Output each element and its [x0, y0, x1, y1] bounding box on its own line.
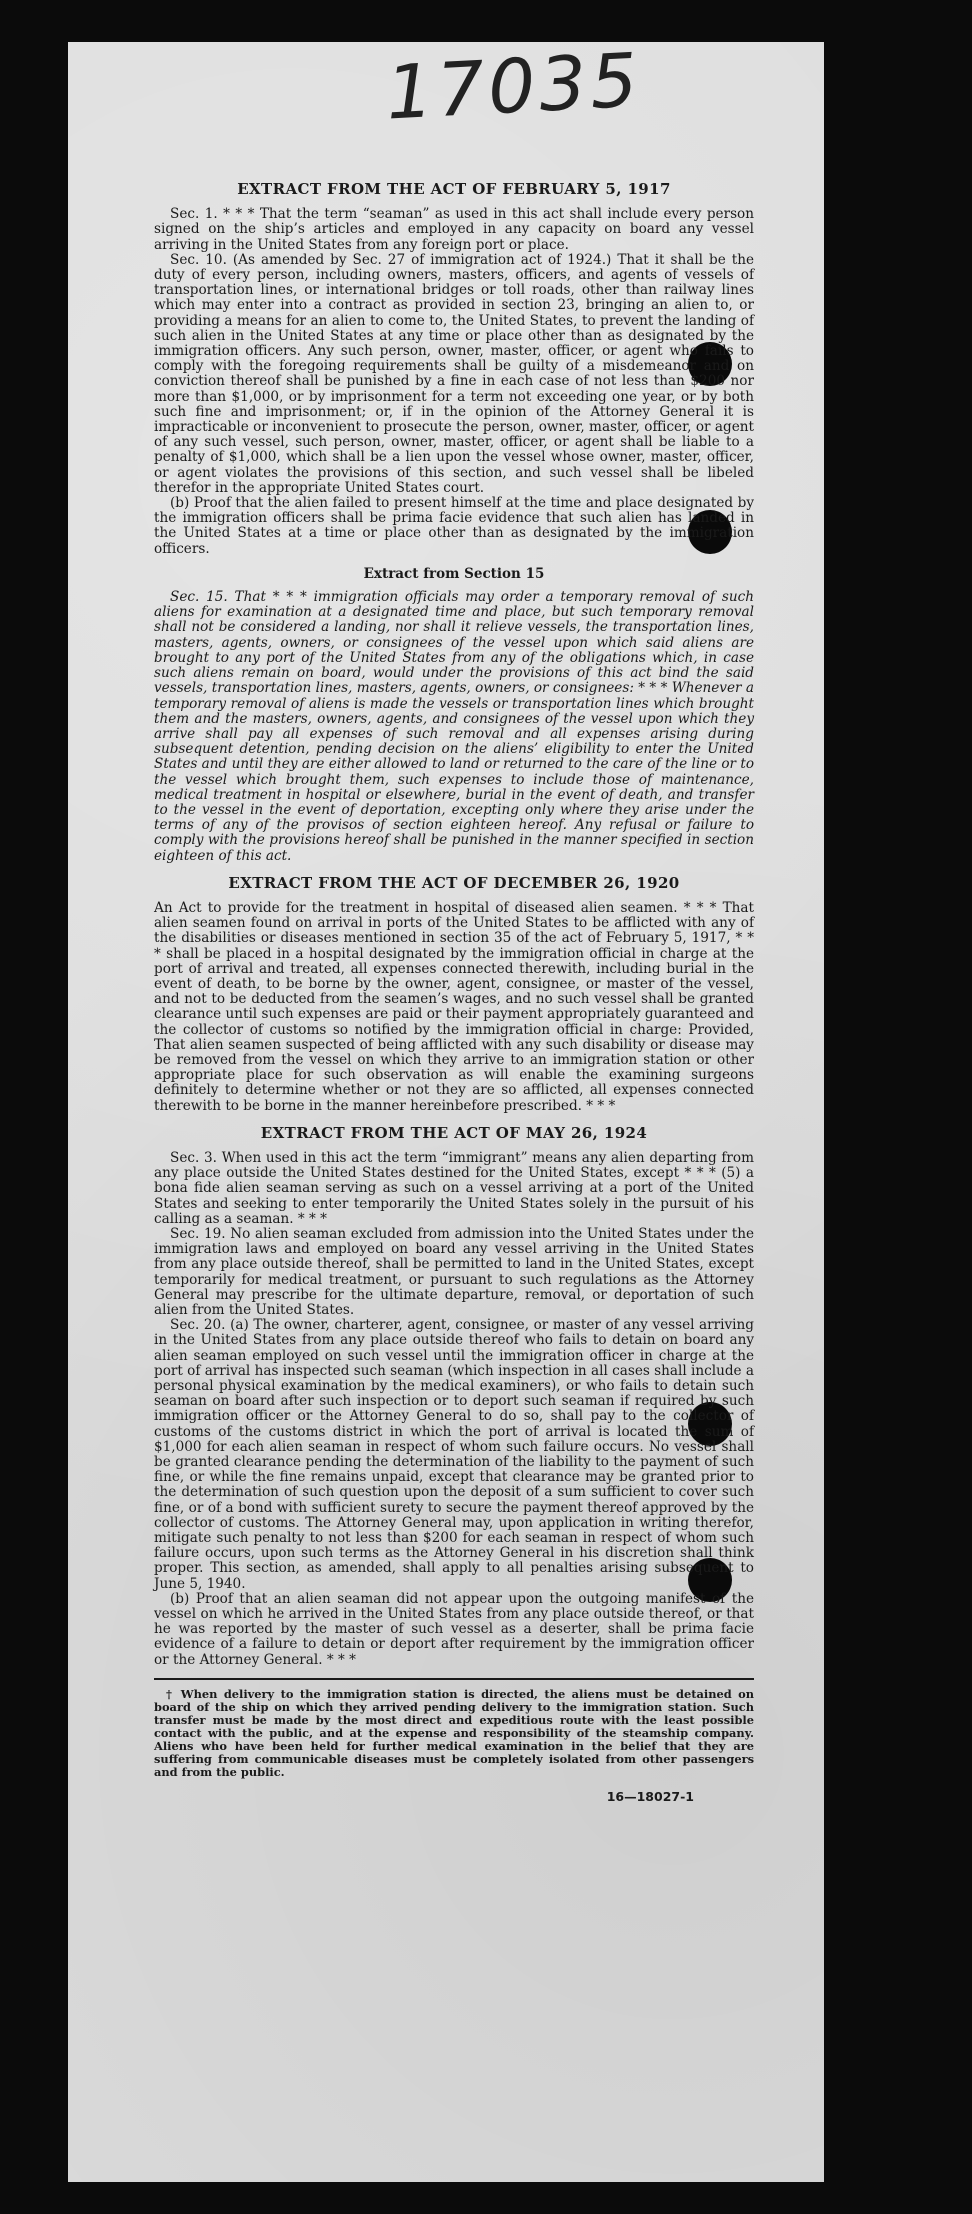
paragraph: (b) Proof that the alien failed to present himself at the time and place designated by the immigration officers shall be prima facie evidence that such alien has landed in the United States at a time or place other than as designated by the immigration officers. — [154, 495, 754, 557]
paragraph: (b) Proof that an alien seaman did not appear upon the outgoing manifest of the vessel on which he arrived in the United States from any place outside thereof, or that he was reported by the master of such vessel as a deserter, shall be prima facie evidence of a failure to detain or deport after requirement by the immigration officer or the Attorney General. * * * — [154, 1590, 754, 1668]
section-title-1920: EXTRACT FROM THE ACT OF DECEMBER 26, 1920 — [228, 873, 680, 892]
section-title-section15: Extract from Section 15 — [363, 565, 545, 582]
document-body — [154, 176, 754, 1804]
paragraph: Sec. 3. When used in this act the term “immigrant” means any alien departing from any place outside the United States destined for the United States, except * * * (5) a bona fide alien seaman serving as such on a vessel arriving at a port of the United States and seeking to enter temporarily the United States solely in the pursuit of his calling as a seaman. * * * — [154, 1149, 754, 1227]
form-number: 16—18027-1 — [606, 1788, 694, 1804]
footnote: † When delivery to the immigration station is directed, the aliens must be detained on board of the ship on which they arrived pending delivery to the immigration station. Such transfer must be made by the most direct and expeditious route with the least possible contact with the public, and at the expense and responsibility of the steamship company. Aliens who have been held for further medical examination in the belief that they are suffering from communicable diseases must be completely isolated from other passengers and from the public. — [154, 1686, 754, 1779]
paragraph: Sec. 15. That * * * immigration officials may order a temporary removal of such aliens for examination at a designated time and place, but such temporary removal shall not be considered a landing, nor shall it relieve vessels, the transportation lines, masters, agents, owners, or consignees of the vessel upon which said aliens are brought to any port of the United States from any of the obligations which, in case such aliens remain on board, would under the provisions of this act bind the said vessels, transportation lines, masters, agents, owners, or consignees: * * * Whenever a temporary removal of aliens is made the vessels or transportation lines which brought them and the masters, owners, agents, and consignees of the vessel upon which they arrive shall pay all expenses of such removal and all expenses arising during subsequent detention, pending decision on the aliens’ eligibility to enter the United States and until they are either allowed to land or returned to the care of the line or to the vessel which brought them, such expenses to include those of maintenance, medical treatment in hospital or elsewhere, burial in the event of death, and transfer to the vessel in the event of deportation, excepting only where they arise under the terms of any of the provisos of section eighteen hereof. Any refusal or failure to comply with the provisions hereof shall be punished in the manner specified in section eighteen of this act. — [154, 589, 754, 864]
document-page — [68, 37, 824, 2182]
paragraph: Sec. 20. (a) The owner, charterer, agent, consignee, or master of any vessel arriving in the United States from any place outside thereof who fails to detain on board any alien seaman employed on such vessel until the immigration officer in charge at the port of arrival has inspected such seaman (which inspection in all cases shall include a personal physical examination by the medical examiners), or who fails to detain such seaman on board after such inspection or to deport such seaman if required by such immigration officer or the Attorney General to do so, shall pay to the collector of customs of the customs district in which the port of arrival is located the sum of $1,000 for each alien seaman in respect of whom such failure occurs. No vessel shall be granted clearance pending the determination of the liability to the payment of such fine, or while the fine remains unpaid, except that clearance may be granted prior to the determination of such question upon the deposit of a sum sufficient to cover such fine, or of a bond with sufficient surety to secure the payment thereof approved by the collector of customs. The Attorney General may, upon application in writing therefor, mitigate such penalty to not less than $200 for each seaman in respect of whom such failure occurs, upon such terms as the Attorney General in his discretion shall think proper. This section, as amended, shall apply to all penalties arising subsequent to June 5, 1940. — [154, 1317, 755, 1592]
section-title-1917: EXTRACT FROM THE ACT OF FEBRUARY 5, 1917 — [237, 180, 671, 198]
paragraph: Sec. 1. * * * That the term “seaman” as used in this act shall include every person signed on the ship’s articles and employed in any capacity on board any vessel arriving in the United States from any foreign port or place. — [154, 206, 754, 253]
paragraph: Sec. 10. (As amended by Sec. 27 of immigration act of 1924.) That it shall be the duty of every person, including owners, masters, officers, and agents of vessels of transportation lines, or international bridges or toll roads, other than railway lines which may enter into a contract as provided in section 23, bringing an alien to, or providing a means for an alien to come to, the United States, to prevent the landing of such alien in the United States at any time or place other than as designated by the immigration officers. Any such person, owner, master, officer, or agent who fails to comply with the foregoing requirements shall be guilty of a misdemeanor and on conviction thereof shall be punished by a fine in each case of not less than $200 nor more than $1,000, or by imprisonment for a term not exceeding one year, or by both such fine and imprisonment; or, if in the opinion of the Attorney General it is impracticable or inconvenient to prosecute the person, owner, master, officer, or agent of any such vessel, such person, owner, master, officer, or agent shall be liable to a penalty of $1,000, which shall be a lien upon the vessel whose owner, master, officer, or agent violates the provisions of this section, and such vessel shall be libeled therefor in the appropriate United States court. — [154, 251, 754, 496]
paragraph: Sec. 19. No alien seaman excluded from admission into the United States under the immigration laws and employed on board any vessel arriving in the United States from any place outside thereof, shall be permitted to land in the United States, except temporarily for medical treatment, or pursuant to such regulations as the Attorney General may prescribe for the ultimate departure, removal, or deportation of such alien from the United States. — [154, 1226, 754, 1319]
section-title-1924: EXTRACT FROM THE ACT OF MAY 26, 1924 — [260, 1123, 648, 1142]
handwritten-file-number: 17035 — [383, 37, 644, 137]
divider — [154, 1678, 754, 1680]
paragraph: An Act to provide for the treatment in hospital of diseased alien seamen. * * * That alien seamen found on arrival in ports of the United States to be afflicted with any of the disabilities or diseases mentioned in section 35 of the act of February 5, 1917, * * * shall be placed in a hospital designated by the immigration official in charge at the port of arrival and treated, all expenses connected therewith, including burial in the event of death, to be borne by the owner, agent, consignee, or master of the vessel, and not to be deducted from the seamen’s wages, and no such vessel shall be granted clearance until such expenses are paid or their payment appropriately guaranteed and the collector of customs so notified by the immigration official in charge: Provided, That alien seamen suspected of being afflicted with any such disability or disease may be removed from the vessel on which they arrive to an immigration station or other appropriate place for such observation as will enable the examining surgeons definitely to determine whether or not they are so afflicted, all expenses connected therewith to be borne in the manner hereinbefore prescribed. * * * — [154, 899, 754, 1114]
